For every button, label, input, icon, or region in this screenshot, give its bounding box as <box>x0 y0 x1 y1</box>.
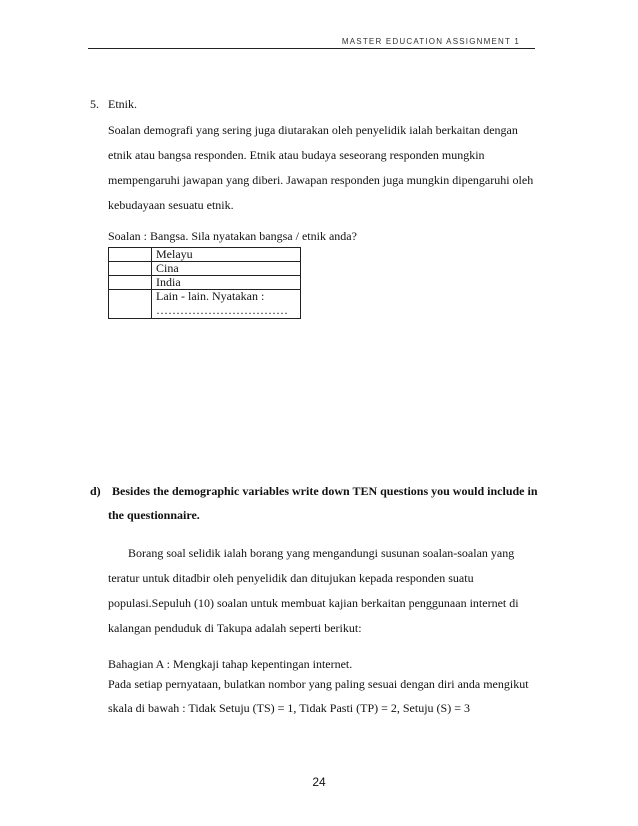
section-5-paragraph-line: kebudayaan sesuatu etnik. <box>108 198 234 212</box>
option-label: India <box>152 276 301 290</box>
section-d-paragraph-line: Borang soal selidik ialah borang yang mengandungi susunan soalan-soalan yang <box>128 546 515 560</box>
option-row <box>109 276 301 290</box>
option-checkbox[interactable] <box>109 248 152 262</box>
section-5-paragraph-line: Soalan demografi yang sering juga diutarakan oleh penyelidik ialah berkaitan dengan <box>108 123 518 137</box>
option-row <box>109 290 301 305</box>
ethnicity-options-table <box>108 247 301 319</box>
page-number: 24 <box>312 775 326 789</box>
option-label: Lain - lain. Nyatakan : <box>152 290 301 305</box>
option-row <box>109 248 301 262</box>
option-label: Melayu <box>152 248 301 262</box>
header-rule <box>88 48 535 49</box>
option-checkbox[interactable] <box>109 290 152 319</box>
section-d-heading: the questionnaire. <box>108 508 200 522</box>
section-d-label: d) <box>90 484 101 498</box>
section-d-paragraph-line: kalangan penduduk di Takupa adalah seperti berikut: <box>108 621 362 635</box>
section-5-paragraph-line: mempengaruhi jawapan yang diberi. Jawapan responden juga mungkin dipengaruhi oleh <box>108 173 534 187</box>
bahagian-a-title: Bahagian A : Mengkaji tahap kepentingan internet. <box>108 657 353 671</box>
ethnicity-question: Soalan : Bangsa. Sila nyatakan bangsa / etnik anda? <box>108 229 357 243</box>
option-row <box>109 262 301 276</box>
section-d-paragraph-line: populasi.Sepuluh (10) soalan untuk membuat kajian berkaitan penggunaan internet di <box>108 596 519 610</box>
section-5-heading: Etnik. <box>108 97 137 111</box>
instruction-line: skala di bawah : Tidak Setuju (TS) = 1, Tidak Pasti (TP) = 2, Setuju (S) = 3 <box>108 701 470 715</box>
section-d-paragraph-line: teratur untuk ditadbir oleh penyelidik dan ditujukan kepada responden suatu <box>108 571 474 585</box>
section-5-paragraph-line: etnik atau bangsa responden. Etnik atau budaya seseorang responden mungkin <box>108 148 485 162</box>
option-checkbox[interactable] <box>109 276 152 290</box>
instruction-line: Pada setiap pernyataan, bulatkan nombor yang paling sesuai dengan diri anda mengikut <box>108 677 529 691</box>
option-label: Cina <box>152 262 301 276</box>
section-5-number: 5. <box>90 97 99 111</box>
option-fill-in-line[interactable]: …………………………… <box>152 304 301 319</box>
page-header-title: MASTER EDUCATION ASSIGNMENT 1 <box>341 37 520 46</box>
section-d-heading: Besides the demographic variables write down TEN questions you would include in <box>112 484 538 498</box>
option-checkbox[interactable] <box>109 262 152 276</box>
